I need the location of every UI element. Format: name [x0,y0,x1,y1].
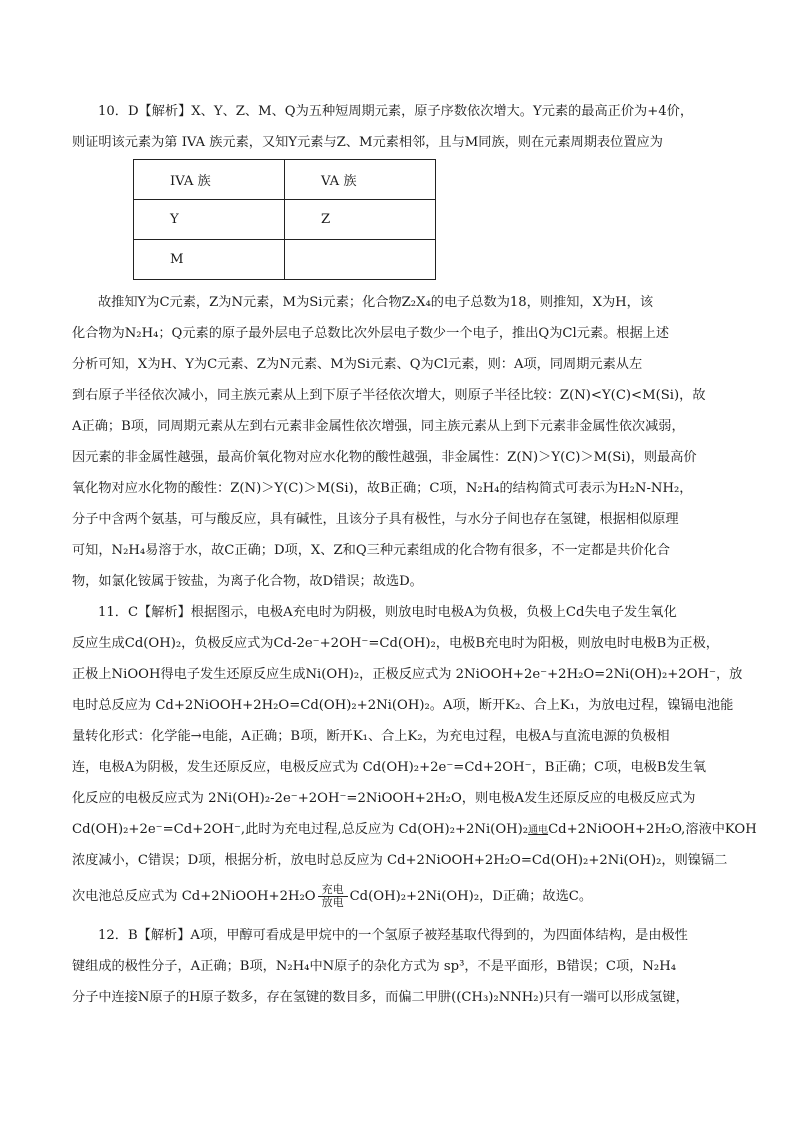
q11-line-2: 反应生成Cd(OH)₂，负极反应式为Cd-2e⁻+2OH⁻=Cd(OH)₂，电极B充电时为阳极，则放电时电极B为正极， [72,636,719,651]
q10-line-7: A正确；B项，同周期元素从左到右元素非金属性依次增强，同主族元素从上到下元素非金属性依次减弱， [72,419,685,434]
q11-line-6: 连，电极A为阴极，发生还原反应，电极反应式为 Cd(OH)₂+2e⁻=Cd+2OH⁻，B正确；C项，电极B发生氧 [72,760,707,775]
table-row [134,200,436,240]
q11-line-1: 11．C【解析】根据图示，电极A充电时为阴极，则放电时电极A为负极，负极上Cd失电子发生氧化 [98,605,677,620]
charge-label: 充电 [318,884,348,897]
q11-line-7: 化反应的电极反应式为 2Ni(OH)₂-2e⁻+2OH⁻=2NiOOH+2H₂O，则电极A发生还原反应的电极反应式为 [72,791,696,806]
q10-line-1: 10．D【解析】X、Y、Z、M、Q为五种短周期元素，原子序数依次增大。Y元素的最高正价为+4价， [98,104,694,119]
q11-line-5: 量转化形式：化学能→电能，A正确；B项，断开K₁、合上K₂，为充电过程，电极A与直流电源的负极相 [72,729,670,744]
discharge-label: 放电 [321,896,344,909]
q11-line-3: 正极上NiOOH得电子发生还原反应生成Ni(OH)₂，正极反应式为 2NiOOH+2e⁻+2H₂O=2Ni(OH)₂+2OH⁻，放 [72,667,743,682]
q11-line-4: 电时总反应为 Cd+2NiOOH+2H₂O=Cd(OH)₂+2Ni(OH)₂。A项，断开K₂、合上K₁，为放电过程，镍镉电池能 [72,698,734,713]
q12-line-2: 键组成的极性分子，A正确；B项，N₂H₄中N原子的杂化方式为 sp³，不是平面形，B错误；C项，N₂H₄ [72,959,677,974]
q11-line-10-part-b: Cd(OH)₂+2Ni(OH)₂，D正确；故选C。 [349,889,593,904]
q10-line-6: 到右原子半径依次减小，同主族元素从上到下原子半径依次增大，则原子半径比较：Z(N)<Y(C)<M(Si)，故 [72,388,706,403]
table-row [134,160,436,200]
q10-line-2: 则证明该元素为第 IVA 族元素，又知Y元素与Z、M元素相邻，且与M同族，则在元素周期表位置应为 [72,135,663,150]
table-cell [285,240,436,280]
electrolysis-condition: 通电 [528,825,549,836]
q11-line-10 [72,884,592,909]
q11-line-8 [72,820,757,841]
q10-line-3: 故推知Y为C元素，Z为N元素，M为Si元素；化合物Z₂X₄的电子总数为18，则推知，X为H，该 [98,295,654,310]
periodic-position-table [133,159,436,280]
q11-line-9: 浓度减小，C错误；D项，根据分析，放电时总反应为 Cd+2NiOOH+2H₂O=Cd(OH)₂+2Ni(OH)₂，则镍镉二 [72,853,728,868]
q10-line-4: 化合物为N₂H₄；Q元素的原子最外层电子总数比次外层电子数少一个电子，推出Q为Cl元素。根据上述 [72,326,670,341]
q10-line-12: 物，如氯化铵属于铵盐，为离子化合物，故D错误；故选D。 [72,574,423,589]
table-cell: M [134,240,285,280]
q10-line-11: 可知，N₂H₄易溶于水，故C正确；D项，X、Z和Q三种元素组成的化合物有很多，不一定都是共价化合 [72,543,670,558]
table-cell: Z [285,200,436,240]
reversible-condition [318,884,348,909]
table-row [134,240,436,280]
table-cell: VA 族 [285,160,436,200]
q10-line-5: 分析可知，X为H、Y为C元素、Z为N元素、M为Si元素、Q为Cl元素，则：A项，同周期元素从左 [72,357,643,372]
table-cell: Y [134,200,285,240]
q10-line-8: 因元素的非金属性越强，最高价氧化物对应水化物的酸性越强，非金属性：Z(N)＞Y(C)＞M(Si)，则最高价 [72,450,697,465]
q10-line-10: 分子中含两个氨基，可与酸反应，具有碱性，且该分子具有极性，与水分子间也存在氢键，根据相似原理 [72,512,679,527]
q12-line-3: 分子中连接N原子的H原子数多，存在氢键的数目多，而偏二甲肼((CH₃)₂NNH₂)只有一端可以形成氢键， [72,990,689,1005]
q12-line-1: 12．B【解析】A项，甲醇可看成是甲烷中的一个氢原子被羟基取代得到的，为四面体结构，是由极性 [98,928,688,943]
q11-line-8-part-b: Cd+2NiOOH+2H₂O,溶液中KOH [548,822,757,837]
q11-line-10-part-a: 次电池总反应式为 Cd+2NiOOH+2H₂O [72,889,316,904]
q11-line-8-part-a: Cd(OH)₂+2e⁻=Cd+2OH⁻,此时为充电过程,总反应为 Cd(OH)₂+2Ni(OH)₂ [72,822,529,837]
table-cell: IVA 族 [134,160,285,200]
q10-line-9: 氧化物对应水化物的酸性：Z(N)＞Y(C)＞M(Si)，故B正确；C项，N₂H₄的结构简式可表示为H₂N-NH₂， [72,481,693,496]
